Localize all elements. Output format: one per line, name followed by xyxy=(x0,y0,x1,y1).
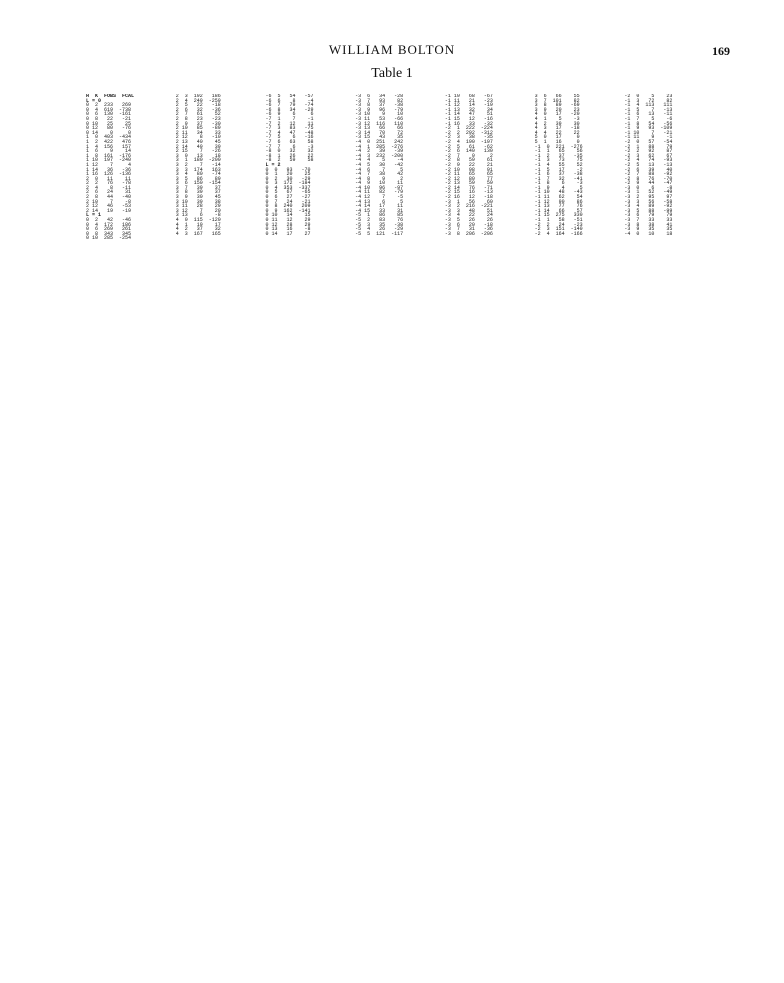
table-row: 0 14 0 0 xyxy=(86,129,132,136)
table-row: -2 11 65 65 xyxy=(444,171,493,178)
table-row: -3 9 96 -79 xyxy=(355,106,404,113)
table-row: 0 13 16 -8 xyxy=(265,226,311,233)
table-row: 2 10 85 -89 xyxy=(175,125,221,132)
table-row: -1 13 32 34 xyxy=(444,106,493,113)
table-row: 3 2 7 -14 xyxy=(175,161,221,168)
table-row: -1 6 37 -38 xyxy=(534,171,583,178)
table-row: -3 0 6 -8 xyxy=(624,184,673,191)
table-row: -4 3 232 -200 xyxy=(355,152,404,159)
table-row: -1 10 48 -43 xyxy=(534,189,583,196)
table-column xyxy=(624,94,706,949)
table-row: -3 3 48 51 xyxy=(444,207,493,214)
table-row: -3 2 216 -221 xyxy=(444,203,493,210)
table-row: 2 6 24 31 xyxy=(86,189,132,196)
table-row: 3 6 66 55 xyxy=(534,94,580,99)
table-row: 2 2 76 -78 xyxy=(86,180,132,187)
table-row: -1 7 5 -6 xyxy=(624,115,673,122)
table-row: 1 2 422 476 xyxy=(86,138,132,145)
table-row: 0 10 285 -254 xyxy=(86,235,132,242)
table-row: -8 0 32 32 xyxy=(265,148,314,155)
table-row: 0 4 353 -337 xyxy=(265,184,311,191)
table-row: 0 11 12 29 xyxy=(265,217,311,224)
table-row: -4 10 96 -97 xyxy=(355,184,404,191)
table-row: -3 1 52 -49 xyxy=(624,189,673,196)
table-row: 2 14 19 -19 xyxy=(86,207,132,214)
table-row: -3 6 34 -28 xyxy=(355,94,404,99)
table-row: -2 6 140 130 xyxy=(444,148,493,155)
table-row: 4 0 115 -120 xyxy=(175,217,221,224)
table-row: -2 2 292 -312 xyxy=(444,129,493,136)
table-row: 0 8 240 209 xyxy=(265,203,311,210)
table-row: 2 15 7 -26 xyxy=(175,148,221,155)
table-row: -4 1 285 -276 xyxy=(355,143,404,150)
table-row: 4 2 37 32 xyxy=(175,226,221,233)
table-row: -1 16 33 -32 xyxy=(444,120,493,127)
table-row: 2 11 34 33 xyxy=(175,129,221,136)
table-row: -6 8 34 -29 xyxy=(265,106,314,113)
table-row: -2 10 98 91 xyxy=(444,166,493,173)
table-row: 3 10 39 38 xyxy=(175,198,221,205)
table-column xyxy=(355,94,437,949)
table-row: -4 9 10 11 xyxy=(355,180,404,187)
table-row: 0 10 25 25 xyxy=(86,120,132,127)
table-row: 2 0 11 11 xyxy=(86,175,132,182)
table-row: -1 12 90 86 xyxy=(534,198,583,205)
table-row: -2 9 22 21 xyxy=(444,161,493,168)
table-row: 0 3 172 -184 xyxy=(265,180,311,187)
table-row: -2 3 151 -140 xyxy=(534,226,583,233)
table-row: -5 3 35 -38 xyxy=(355,221,404,228)
table-row: H K FOBS FCAL xyxy=(86,94,135,99)
table-row: -4 6 7 5 xyxy=(355,166,404,173)
table-row: -1 4 55 52 xyxy=(534,161,583,168)
table-row: -1 3 73 75 xyxy=(534,157,583,164)
table-row: 0 6 269 261 xyxy=(86,226,132,233)
table-caption: Table 1 xyxy=(371,66,413,81)
table-column xyxy=(265,94,347,949)
table-column xyxy=(445,94,527,949)
table-row: -1 1 58 -51 xyxy=(534,217,583,224)
table-row: -6 5 54 -57 xyxy=(265,94,314,99)
table-row: -1 13 77 76 xyxy=(534,203,583,210)
table-row: -4 7 38 42 xyxy=(355,171,404,178)
table-row: -2 5 13 -13 xyxy=(624,161,673,168)
table-row: -1 6 13 -11 xyxy=(624,111,673,118)
table-row: -5 5 121 -117 xyxy=(355,230,404,237)
table-row: -1 10 7 -21 xyxy=(624,129,673,136)
table-row: -1 2 37 -35 xyxy=(534,152,583,159)
table-row: 0 1 20 25 xyxy=(265,171,311,178)
table-row: -8 2 59 58 xyxy=(265,157,314,164)
table-row: -2 3 38 -35 xyxy=(444,134,493,141)
table-row: -2 2 92 87 xyxy=(624,148,673,155)
table-row: 0 2 30 -29 xyxy=(265,175,311,182)
table-row: -1 14 66 57 xyxy=(534,207,583,214)
table-row: 0 4 619 -738 xyxy=(86,106,132,113)
table-row: 2 8 23 -23 xyxy=(175,115,221,122)
table-row: -2 16 12 -18 xyxy=(444,194,493,201)
table-row: 3 4 80 -74 xyxy=(175,171,221,178)
table-row: 0 9 162 -141 xyxy=(265,207,311,214)
table-row: 0 12 80 -76 xyxy=(86,125,132,132)
table-row: -7 5 6 -16 xyxy=(265,134,314,141)
table-row: 3 8 39 37 xyxy=(175,189,221,196)
table-row: -2 0 57 -54 xyxy=(624,138,673,145)
table-column xyxy=(535,94,617,949)
table-row: 4 3 17 -18 xyxy=(534,125,580,132)
table-row: -3 1 56 60 xyxy=(444,198,493,205)
table-row: -4 12 7 -5 xyxy=(355,194,404,201)
table-row: -1 15 275 330 xyxy=(534,212,583,219)
table-row: -3 3 56 -58 xyxy=(624,198,673,205)
table-row: 2 5 22 -18 xyxy=(175,102,221,109)
table-row: 3 7 39 37 xyxy=(175,184,221,191)
table-row: 2 9 37 -30 xyxy=(175,120,221,127)
table-row: 3 8 89 -69 xyxy=(534,102,580,109)
table-row: 3 11 28 29 xyxy=(175,203,221,210)
table-row: -2 13 59 59 xyxy=(444,180,493,187)
table-row: -2 0 5 23 xyxy=(624,94,673,99)
running-header-author: WILLIAM BOLTON xyxy=(328,42,456,57)
table-row: 3 9 30 45 xyxy=(175,194,221,201)
table-row: -7 2 12 11 xyxy=(265,120,314,127)
table-row: -3 4 89 -92 xyxy=(624,203,673,210)
table-row: -1 14 47 51 xyxy=(444,111,493,118)
table-row: 3 3 174 163 xyxy=(175,166,221,173)
table-row: 1 4 156 157 xyxy=(86,143,132,150)
table-row: 2 4 8 -11 xyxy=(86,184,132,191)
table-column xyxy=(176,94,258,949)
table-row: 3 13 6 -8 xyxy=(175,212,221,219)
table-row: -1 8 54 -56 xyxy=(624,120,673,127)
table-row: 0 8 22 -21 xyxy=(86,115,132,122)
table-row: -4 8 9 2 xyxy=(355,175,404,182)
table-row: 2 6 32 -36 xyxy=(175,106,221,113)
table-row: -2 3 62 67 xyxy=(624,152,673,159)
table-row: -7 6 63 58 xyxy=(265,138,314,145)
table-row: 4 2 39 30 xyxy=(534,120,580,127)
table-row: 1 16 126 -136 xyxy=(86,171,132,178)
table-row: 0 5 67 -65 xyxy=(265,189,311,196)
table-row: 3 1 180 -200 xyxy=(175,157,221,164)
table-row: -3 12 116 110 xyxy=(355,120,404,127)
table-row: -3 4 22 24 xyxy=(444,212,493,219)
table-row: 2 4 249 -259 xyxy=(175,97,221,104)
table-row: 2 12 8 -10 xyxy=(175,134,221,141)
table-row: -4 5 30 -42 xyxy=(355,161,404,168)
table-row: -3 5 88 -99 xyxy=(624,207,673,214)
table-row: L = 1 xyxy=(86,212,102,219)
table-row: -4 13 6 5 xyxy=(355,198,404,205)
table-row: 5 0 17 0 xyxy=(534,134,580,141)
page-number: 169 xyxy=(712,44,730,58)
table-row: -7 1 7 -1 xyxy=(265,115,314,122)
table-row: -3 14 70 72 xyxy=(355,129,404,136)
table-row: -7 4 47 -48 xyxy=(265,129,314,136)
table-row: -2 2 24 -23 xyxy=(534,221,583,228)
table-row: -3 9 35 35 xyxy=(624,226,673,233)
table-row: -1 12 14 -19 xyxy=(444,102,493,109)
table-row: -1 9 4 5 xyxy=(534,184,583,191)
table-row: -5 2 83 76 xyxy=(355,217,404,224)
table-row: L = 0 xyxy=(86,97,102,104)
table-row: -7 3 83 -75 xyxy=(265,125,314,132)
table-row: -3 6 79 79 xyxy=(624,212,673,219)
table-row: 3 0 13 18 xyxy=(175,152,221,159)
table-row: 4 1 19 17 xyxy=(175,221,221,228)
table-row: -2 1 222 -224 xyxy=(444,125,493,132)
table-row: 4 1 5 -3 xyxy=(534,115,580,122)
table-row: 4 3 167 165 xyxy=(175,230,221,237)
table-row: 1 8 161 -176 xyxy=(86,152,132,159)
data-table xyxy=(86,94,706,949)
table-row: -7 7 6 -3 xyxy=(265,143,314,150)
table-row: -1 11 9 -1 xyxy=(624,134,673,141)
table-column xyxy=(86,94,168,949)
table-row: 2 14 49 39 xyxy=(175,143,221,150)
table-row: -3 2 95 97 xyxy=(624,194,673,201)
table-row: 2 3 192 186 xyxy=(175,94,221,99)
table-row: 2 12 46 -53 xyxy=(86,203,132,210)
table-row: -3 7 93 82 xyxy=(355,97,404,104)
table-row: 4 0 17 -20 xyxy=(534,111,580,118)
table-row: -3 6 20 -18 xyxy=(444,221,493,228)
table-row: -2 4 74 -93 xyxy=(624,157,673,164)
table-row: 2 10 7 -8 xyxy=(86,198,132,205)
table-row: -2 6 39 40 xyxy=(624,166,673,173)
table-row: -1 5 7 -13 xyxy=(624,106,673,113)
table-row: 5 1 16 0 xyxy=(534,138,580,145)
table-row: -6 6 8 -4 xyxy=(265,97,314,104)
table-row: -2 8 76 -70 xyxy=(624,175,673,182)
table-row: 0 8 343 345 xyxy=(86,230,132,237)
table-row: 0 0 93 -70 xyxy=(265,166,311,173)
table-row: -1 4 113 111 xyxy=(624,102,673,109)
table-row: -3 5 26 26 xyxy=(444,217,493,224)
table-row: -2 7 88 -92 xyxy=(624,171,673,178)
table-row: -6 7 79 -74 xyxy=(265,102,314,109)
table-row: 2 13 40 45 xyxy=(175,138,221,145)
table-row: 3 6 150 -154 xyxy=(175,180,221,187)
table-row: 1 6 9 14 xyxy=(86,148,132,155)
table-row: -3 7 31 -36 xyxy=(444,226,493,233)
table-row: -2 1 88 79 xyxy=(624,143,673,150)
table-row: -4 15 33 31 xyxy=(355,207,404,214)
table-row: -1 0 221 -276 xyxy=(534,143,583,150)
table-row: 3 9 20 23 xyxy=(534,106,580,113)
table-row: L = 2 xyxy=(265,161,281,168)
table-row: -2 5 61 -62 xyxy=(444,143,493,150)
table-row: -1 10 68 -67 xyxy=(444,94,493,99)
table-row: -2 8 59 61 xyxy=(444,157,493,164)
table-row: -5 1 86 85 xyxy=(355,212,404,219)
table-row: -2 9 44 -47 xyxy=(624,180,673,187)
table-row: -3 15 43 35 xyxy=(355,134,404,141)
table-row: 3 5 86 89 xyxy=(175,175,221,182)
table-row: 0 2 233 269 xyxy=(86,102,132,109)
table-row: 0 10 14 15 xyxy=(265,212,311,219)
table-row: -4 0 251 242 xyxy=(355,138,404,145)
table-row: -2 4 190 -197 xyxy=(444,138,493,145)
table-row: 1 10 197 -240 xyxy=(86,157,132,164)
table-row: -4 14 17 11 xyxy=(355,203,404,210)
table-row: -3 10 9 10 xyxy=(355,111,404,118)
table-row: 0 14 17 27 xyxy=(265,230,311,237)
table-row: -2 14 76 -71 xyxy=(444,184,493,191)
table-row: -5 4 26 -29 xyxy=(355,226,404,233)
table-row: -3 11 53 -66 xyxy=(355,115,404,122)
table-row: -2 15 16 -13 xyxy=(444,189,493,196)
table-row: -3 7 33 33 xyxy=(624,217,673,224)
table-row: -3 13 66 66 xyxy=(355,125,404,132)
table-row: -4 0 10 18 xyxy=(624,230,673,237)
table-row: -4 2 39 -39 xyxy=(355,148,404,155)
table-row: -1 7 32 -41 xyxy=(534,175,583,182)
table-row: -6 9 6 6 xyxy=(265,111,314,118)
table-row: -1 1 65 56 xyxy=(534,148,583,155)
table-row: 3 7 101 82 xyxy=(534,97,580,104)
table-row: -3 8 38 41 xyxy=(624,221,673,228)
table-row: 1 14 36 -36 xyxy=(86,166,132,173)
table-row: -1 15 12 -16 xyxy=(444,115,493,122)
table-row: -2 7 0 2 xyxy=(444,152,493,159)
table-row: 0 12 28 29 xyxy=(265,221,311,228)
table-row: 2 8 44 -40 xyxy=(86,194,132,201)
table-row: 1 0 403 -434 xyxy=(86,134,132,141)
table-row: -4 4 5 -4 xyxy=(355,157,404,164)
table-row: -3 8 37 -38 xyxy=(355,102,404,109)
table-row: 1 12 7 4 xyxy=(86,161,132,168)
table-row: -4 11 82 -79 xyxy=(355,189,404,196)
table-row: 0 4 172 186 xyxy=(86,221,132,228)
table-row: -2 4 164 -166 xyxy=(534,230,583,237)
table-row: -1 9 93 -109 xyxy=(624,125,673,132)
table-row: -1 11 62 54 xyxy=(534,194,583,201)
table-row: -3 8 206 -206 xyxy=(444,230,493,237)
table-row: 2 7 61 52 xyxy=(175,111,221,118)
table-row: -1 5 17 -2 xyxy=(534,166,583,173)
table-row: -1 11 21 -23 xyxy=(444,97,493,104)
table-row: 0 6 27 -27 xyxy=(265,194,311,201)
table-row: 4 4 22 22 xyxy=(534,129,580,136)
table-row: -1 8 6 -3 xyxy=(534,180,583,187)
table-row: 0 7 24 -21 xyxy=(265,198,311,205)
table-row: 0 6 130 -161 xyxy=(86,111,132,118)
table-row: 0 2 42 -46 xyxy=(86,217,132,224)
table-row: 3 12 7 20 xyxy=(175,207,221,214)
table-row: -1 3 72 82 xyxy=(624,97,673,104)
table-row: -2 12 80 77 xyxy=(444,175,493,182)
table-row: -8 1 26 22 xyxy=(265,152,314,159)
